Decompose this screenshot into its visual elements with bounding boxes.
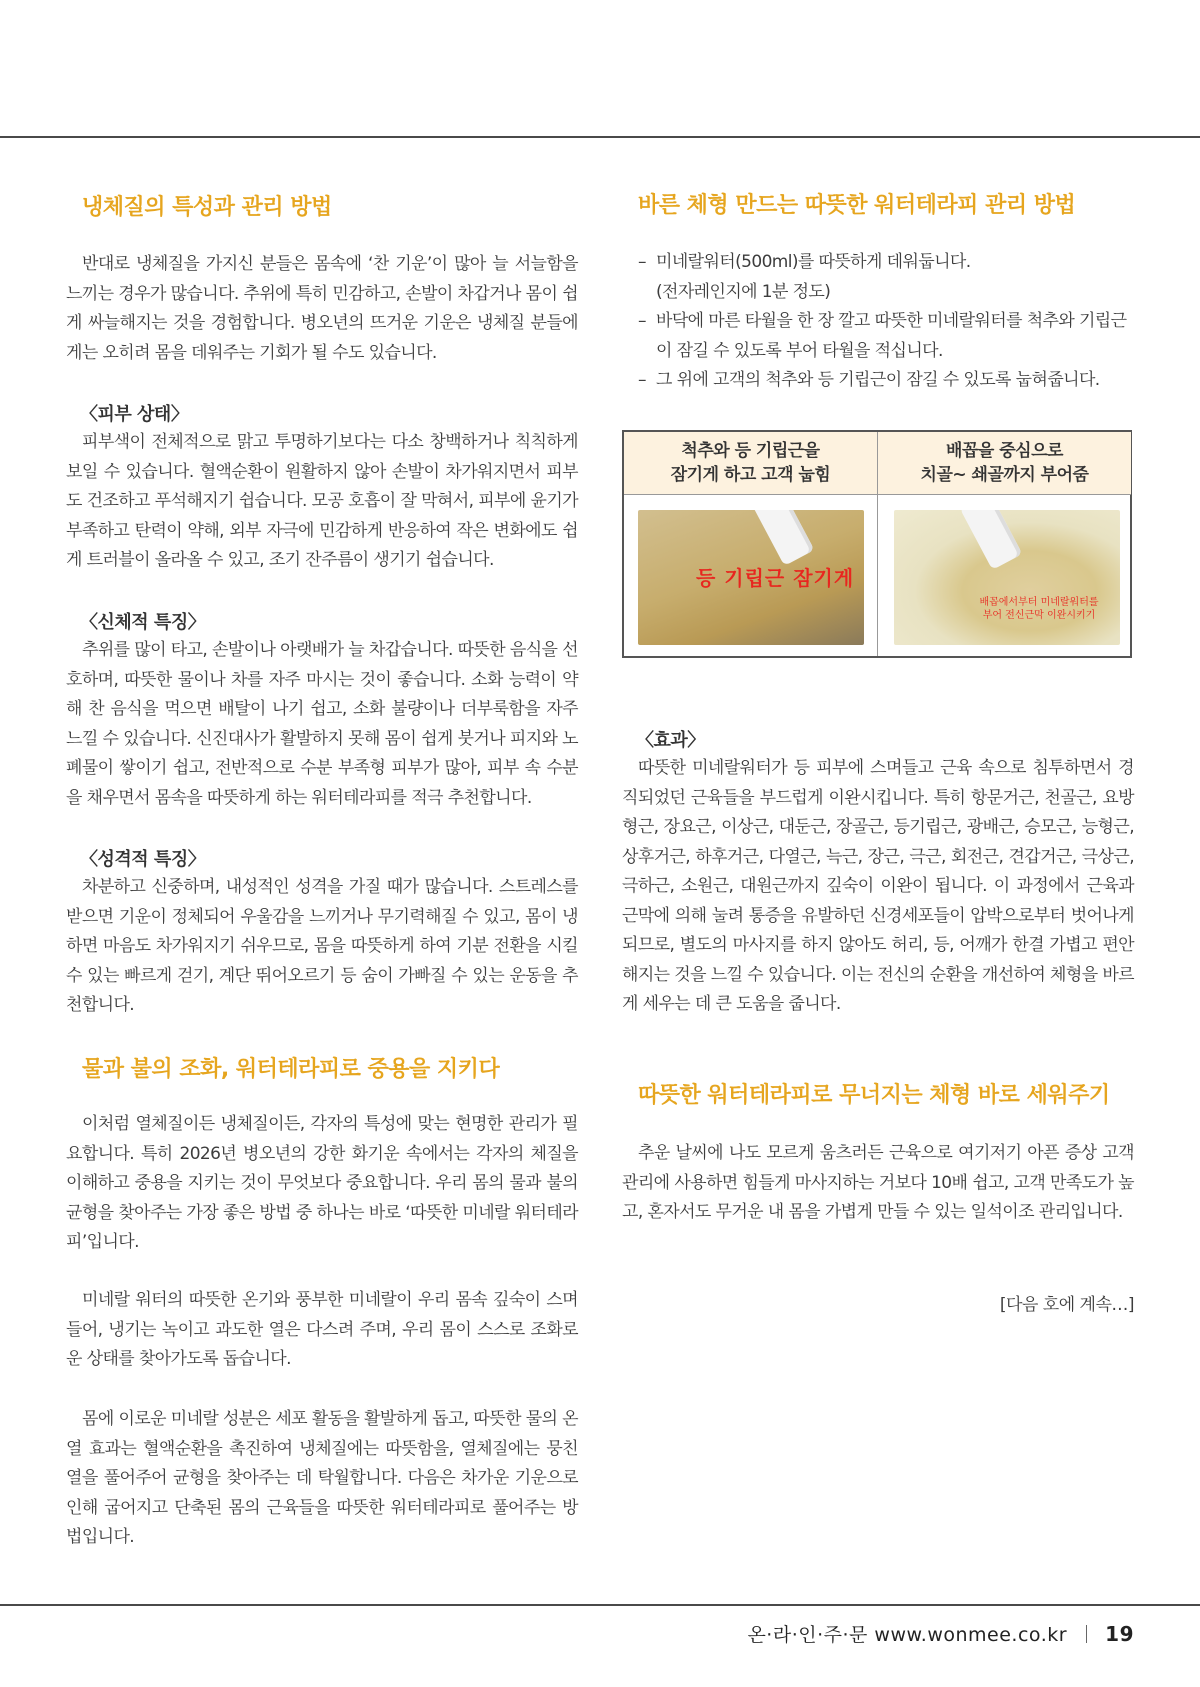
top-rule (0, 136, 1200, 138)
dash-bullet-icon: – (638, 370, 646, 390)
intro-paragraph: 반대로 냉체질을 가지신 분들은 몸속에 ‘찬 기운’이 많아 늘 서늘함을 느끼는 경우가 많습니다. 추위에 특히 민감하고, 손발이 차갑거나 몸이 쉽게 싸늘해지는 것을 경험합니다. 병오년의 뜨거운 기운은 냉체질 분들에게는 오히려 몸을 데워주는 기회가 될 수도 있습니다. (66, 254, 578, 363)
footer-separator (1086, 1625, 1087, 1643)
photo-pour-navel-caption: 배꼽에서부터 미네랄워터를 부어 전신근막 이완시키기 (979, 597, 1099, 621)
table-header-col1: 척추와 등 기립근을 잠기게 하고 고객 눕힘 (624, 432, 877, 495)
photo-pour-navel (894, 510, 1120, 645)
page-number: 19 (1105, 1622, 1134, 1646)
bottom-rule (0, 1604, 1200, 1606)
table-header-col2: 배꼽을 중심으로 치골~ 쇄골까지 부어줌 (878, 432, 1131, 495)
online-order-link[interactable]: 온·라·인·주·문 www.wonmee.co.kr (747, 1624, 1068, 1646)
table-divider (877, 432, 878, 656)
dash-bullet-icon: – (638, 311, 646, 331)
to-be-continued-note: [다음 호에 계속…] (999, 1295, 1134, 1315)
effect-paragraph: 따뜻한 미네랄워터가 등 피부에 스며들고 근육 속으로 침투하면서 경직되었던 근육들을 부드럽게 이완시킵니다. 특히 항문거근, 천골근, 요방형근, 장요근, 이상근, 대둔근, 장골근, 등기립근, 광배근, 승모근, 능형근, 상후거근, 하후거근, 다열근, 늑근, 장근, 극근, 회전근, 견갑거근, 극상근, 극하근, 소원근, 대원근까지 깊숙이 이완이 됩니다. 이 과정에서 근육과 근막에 의해 눌려 통증을 유발하던 신경세포들이 압박으로부터 벗어나게 되므로, 별도의 마사지를 하지 않아도 허리, 등, 어깨가 한결 가볍고 편안해지는 것을 느낄 수 있습니다. 이는 전신의 순환을 개선하여 체형을 바르게 세우는 데 큰 도움을 줍니다. (622, 758, 1134, 1014)
water-bottle-icon (960, 510, 1023, 570)
posture-paragraph: 추운 날씨에 나도 모르게 움츠러든 근육으로 여기저기 아픈 증상 고객관리에 사용하면 힘들게 마사지하는 거보다 10배 쉽고, 고객 만족도가 높고, 혼자서도 무거운 내 몸을 가볍게 만들 수 있는 일석이조 관리입니다. (622, 1143, 1134, 1222)
section-heading-water-fire-balance: 물과 불의 조화, 워터테라피로 중용을 지키다 (82, 1057, 500, 1082)
balance-paragraph-2: 미네랄 워터의 따뜻한 온기와 풍부한 미네랄이 우리 몸속 깊숙이 스며들어, 냉기는 녹이고 과도한 열은 다스려 주며, 우리 몸이 스스로 조화로운 상태를 찾아가도록 돕습니다. (66, 1290, 578, 1369)
method-step: – 미네랄워터(500ml)를 따뜻하게 데워둡니다. (638, 248, 1138, 278)
photo-back-soak (638, 510, 864, 645)
method-step-note: (전자레인지에 1분 정도) (656, 281, 831, 302)
skin-paragraph: 피부색이 전체적으로 맑고 투명하기보다는 다소 창백하거나 칙칙하게 보일 수 있습니다. 혈액순환이 원활하지 않아 손발이 차가워지면서 피부도 건조하고 푸석해지기 쉽습니다. 모공 호흡이 잘 막혀서, 피부에 윤기가 부족하고 탄력이 약해, 외부 자극에 민감하게 반응하여 작은 변화에도 쉽게 트러블이 올라올 수 있고, 조기 잔주름이 생기기 쉽습니다. (66, 432, 578, 570)
page-footer (747, 1620, 1134, 1647)
method-step: – 바닥에 마른 타월을 한 장 깔고 따뜻한 미네랄워터를 척추와 기립근이 잠길 수 있도록 부어 타월을 적십니다. (638, 307, 1138, 366)
dash-bullet-icon: – (638, 252, 646, 272)
photo-back-soak-caption: 등 기립근 잠기게 (696, 566, 855, 590)
method-photo-table (622, 430, 1132, 658)
balance-paragraph-3: 몸에 이로운 미네랄 성분은 세포 활동을 활발하게 돕고, 따뜻한 물의 온열 효과는 혈액순환을 촉진하여 냉체질에는 따뜻함을, 열체질에는 뭉친 열을 풀어주어 균형을 찾아주는 데 탁월합니다. 다음은 차가운 기운으로 인해 굽어지고 단축된 몸의 근육들을 따뜻한 워터테라피로 풀어주는 방법입니다. (66, 1409, 578, 1547)
section-heading-cold-constitution: 냉체질의 특성과 관리 방법 (82, 195, 332, 220)
method-step: – 그 위에 고객의 척추와 등 기립근이 잠길 수 있도록 눕혀줍니다. (638, 366, 1138, 396)
personality-subheading: 〈성격적 특징〉 (80, 849, 206, 870)
section-heading-water-therapy-method: 바른 체형 만드는 따뜻한 워터테라피 관리 방법 (638, 193, 1076, 218)
effect-subheading: 〈효과〉 (636, 730, 705, 751)
personality-paragraph: 차분하고 신중하며, 내성적인 성격을 가질 때가 많습니다. 스트레스를 받으면 기운이 정체되어 우울감을 느끼거나 무기력해질 수 있고, 몸이 냉하면 마음도 차가워지기 쉬우므로, 몸을 따뜻하게 하여 기분 전환을 시킬 수 있는 빠르게 걷기, 계단 뛰어오르기 등 숨이 가빠질 수 있는 운동을 추천합니다. (66, 877, 578, 1015)
balance-paragraph-1: 이처럼 열체질이든 냉체질이든, 각자의 특성에 맞는 현명한 관리가 필요합니다. 특히 2026년 병오년의 강한 화기운 속에서는 각자의 체질을 이해하고 중용을 지키는 것이 무엇보다 중요합니다. 우리 몸의 물과 불의 균형을 찾아주는 가장 좋은 방법 중 하나는 바로 ‘따뜻한 미네랄 워터테라피’입니다. (66, 1114, 578, 1252)
body-subheading: 〈신체적 특징〉 (80, 612, 206, 633)
skin-subheading: 〈피부 상태〉 (80, 404, 189, 425)
body-paragraph: 추위를 많이 타고, 손발이나 아랫배가 늘 차갑습니다. 따뜻한 음식을 선호하며, 따뜻한 물이나 차를 자주 마시는 것이 좋습니다. 소화 능력이 약해 찬 음식을 먹으면 배탈이 나기 쉽고, 소화 불량이나 더부룩함을 자주 느낄 수 있습니다. 신진대사가 활발하지 못해 몸이 쉽게 붓거나 피지와 노폐물이 쌓이기 쉽고, 전반적으로 수분 부족형 피부가 많아, 피부 속 수분을 채우면서 몸속을 따뜻하게 하는 워터테라피를 적극 추천합니다. (66, 640, 578, 808)
section-heading-posture-correction: 따뜻한 워터테라피로 무너지는 체형 바로 세워주기 (638, 1083, 1110, 1108)
method-steps-list (638, 248, 1138, 396)
water-bottle-icon (752, 510, 815, 566)
